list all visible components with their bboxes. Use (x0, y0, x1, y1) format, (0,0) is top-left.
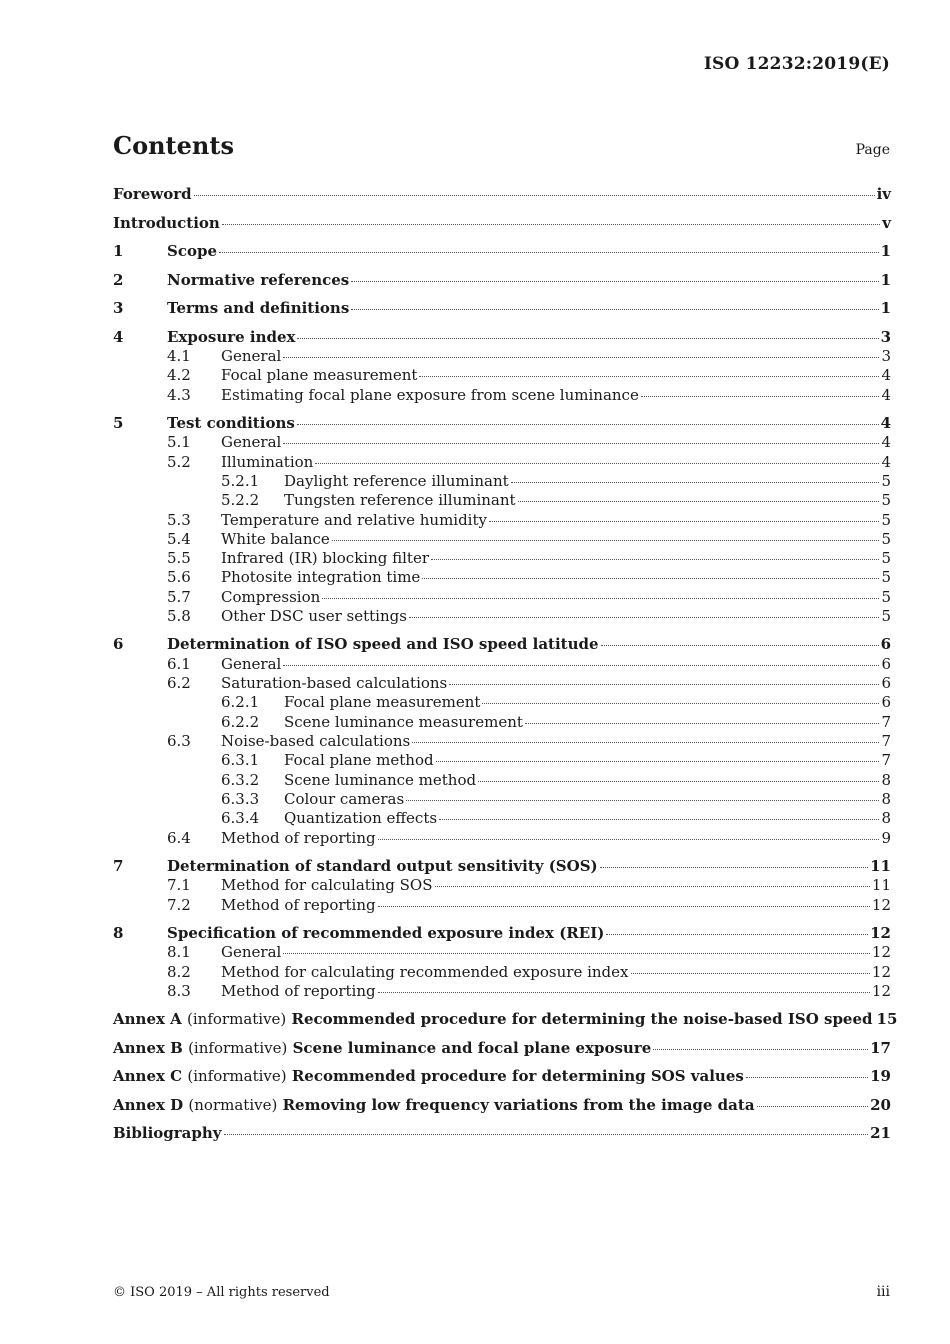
toc-entry-title: Saturation-based calculations (221, 674, 448, 693)
toc-entry-number: 5.8 (167, 607, 191, 626)
dot-leader (412, 742, 879, 743)
dot-leader (601, 645, 879, 646)
toc-entry-page: 20 (870, 1095, 891, 1114)
toc-entry-page: 12 (871, 895, 891, 914)
toc-entry-title: General (221, 433, 282, 452)
toc-entry-page: 4 (881, 433, 891, 452)
toc-entry-title: General (221, 943, 282, 962)
toc-entry-page: 5 (881, 529, 891, 548)
toc-entry-number: 7 (113, 856, 124, 875)
toc-entry-title: Determination of standard output sensitivity (SOS) (167, 856, 598, 875)
dot-leader (409, 617, 880, 618)
toc-entry[interactable] (113, 732, 891, 751)
page-column-label: Page (855, 142, 890, 158)
toc-entry-number: 5.7 (167, 587, 191, 606)
toc-entry-title: Tungsten reference illuminant (284, 491, 516, 510)
toc-entry[interactable] (113, 829, 891, 848)
dot-leader (436, 761, 880, 762)
toc-entry[interactable] (113, 771, 891, 790)
annex-type: (informative) (187, 1067, 287, 1086)
toc-entry-page: 7 (881, 712, 891, 731)
toc-entry-page: 5 (881, 491, 891, 510)
dot-leader (378, 906, 870, 907)
toc-entry-page: 5 (881, 549, 891, 568)
toc-entry-page: 12 (871, 962, 891, 981)
toc-entry-title: Daylight reference illuminant (284, 471, 509, 490)
toc-entry-number: 7.1 (167, 876, 191, 895)
toc-entry-title: Other DSC user settings (221, 607, 407, 626)
toc-entry-page: 17 (870, 1038, 891, 1057)
toc-entry-title: Photosite integration time (221, 568, 421, 587)
toc-entry-page: 4 (880, 413, 891, 432)
toc-entry-number: 8.1 (167, 943, 191, 962)
toc-entry-title: Focal plane measurement (221, 366, 418, 385)
dot-leader (222, 224, 880, 225)
toc-entry-title: Focal plane method (284, 751, 434, 770)
toc-entry-number: 6.4 (167, 828, 191, 847)
toc-entry-title: Introduction (113, 213, 220, 232)
toc-entry-page: 5 (881, 471, 891, 490)
toc-entry[interactable] (113, 809, 891, 828)
toc-entry-title: Method for calculating SOS (221, 876, 433, 895)
dot-leader (194, 195, 875, 196)
toc-entry[interactable] (113, 433, 891, 452)
toc-entry-page: 7 (881, 751, 891, 770)
copyright-notice: © ISO 2019 – All rights reserved (113, 1285, 330, 1300)
toc-entry-title: Colour cameras (284, 789, 405, 808)
dot-leader (378, 839, 880, 840)
toc-entry-title: Temperature and relative humidity (221, 510, 487, 529)
toc-entry-number: 5.2.1 (221, 471, 260, 490)
toc-entry-title: Method of reporting (221, 828, 376, 847)
dot-leader (283, 443, 879, 444)
toc-entry[interactable] (113, 790, 891, 809)
annex-type: (normative) (188, 1095, 278, 1114)
toc-entry[interactable] (113, 568, 891, 587)
toc-entry[interactable] (113, 713, 891, 732)
toc-entry-title (113, 1067, 744, 1087)
toc-entry[interactable] (113, 366, 891, 385)
toc-entry-title: Determination of ISO speed and ISO speed latitude (167, 635, 599, 654)
toc-entry-page: 6 (881, 654, 891, 673)
toc-entry-title: Scene luminance measurement (284, 712, 523, 731)
toc-entry[interactable] (113, 530, 891, 549)
toc-entry-number: 6.2.2 (221, 712, 260, 731)
toc-entry-page: 5 (881, 568, 891, 587)
toc-entry-page: iv (876, 185, 891, 203)
toc-entry[interactable] (113, 185, 891, 205)
dot-leader (482, 703, 879, 704)
dot-leader (511, 482, 880, 483)
toc-entry[interactable] (113, 1010, 898, 1030)
toc-entry[interactable] (113, 982, 891, 1001)
toc-entry-number: 6.2.1 (221, 693, 260, 712)
toc-entry-number: 6.3.3 (221, 789, 260, 808)
toc-entry-number: 8.2 (167, 962, 191, 981)
toc-entry-page: 4 (881, 385, 891, 404)
dot-leader (322, 598, 879, 599)
toc-entry-page: 3 (880, 327, 891, 346)
annex-title: Recommended procedure for determining SOS values (291, 1067, 744, 1086)
dot-leader (439, 819, 879, 820)
toc-entry-title: Test conditions (167, 413, 295, 432)
toc-entry-number: 4.1 (167, 347, 191, 365)
toc-entry[interactable] (113, 214, 891, 234)
dot-leader (641, 396, 880, 397)
dot-leader (631, 973, 870, 974)
toc-entry-page: v (882, 213, 891, 232)
toc-entry[interactable] (113, 511, 891, 530)
dot-leader (419, 376, 879, 377)
toc-entry-page: 21 (870, 1124, 891, 1143)
toc-entry-number: 6.3.2 (221, 770, 260, 789)
toc-entry[interactable] (113, 943, 891, 962)
toc-entry[interactable] (113, 414, 891, 434)
toc-entry-page: 5 (881, 587, 891, 606)
toc-entry-title: Method for calculating recommended exposure index (221, 962, 629, 981)
toc-entry-page: 4 (881, 452, 891, 471)
dot-leader (378, 992, 870, 993)
annex-label: Annex B (113, 1038, 183, 1057)
toc-entry-page: 6 (881, 674, 891, 693)
dot-leader (600, 867, 868, 868)
dot-leader (746, 1077, 868, 1078)
toc-entry-number: 3 (113, 299, 124, 317)
toc-entry-title (113, 1096, 755, 1116)
toc-entry-title: Specification of recommended exposure index (REI) (167, 923, 605, 942)
toc-entry-title: White balance (221, 529, 330, 548)
toc-entry-title: Quantization effects (284, 809, 438, 828)
toc-entry-title: General (221, 347, 282, 365)
toc-entry-page: 1 (880, 242, 891, 260)
toc-entry-number: 8 (113, 923, 124, 942)
toc-entry-title: Compression (221, 587, 321, 606)
toc-entry[interactable] (113, 328, 891, 348)
dot-leader (283, 953, 870, 954)
toc-entry[interactable] (113, 896, 891, 915)
dot-leader (297, 424, 879, 425)
toc-entry-number: 6 (113, 635, 124, 654)
toc-entry-page: 12 (871, 943, 891, 962)
toc-entry-page: 8 (881, 770, 891, 789)
dot-leader (653, 1049, 868, 1050)
dot-leader (332, 540, 880, 541)
toc-entry[interactable] (113, 386, 891, 405)
toc-entry-number: 5.5 (167, 549, 191, 568)
toc-entry[interactable] (113, 963, 891, 982)
dot-leader (422, 578, 879, 579)
annex-type: (informative) (188, 1038, 288, 1057)
toc-entry-number: 8.3 (167, 982, 191, 1001)
toc-entry-number: 5.2.2 (221, 491, 260, 510)
toc-entry-page: 6 (881, 693, 891, 712)
dot-leader (478, 781, 879, 782)
toc-entry-number: 5.3 (167, 510, 191, 529)
dot-leader (315, 463, 879, 464)
annex-label: Annex A (113, 1010, 182, 1029)
table-of-contents (113, 185, 898, 1144)
dot-leader (283, 665, 879, 666)
toc-entry[interactable] (113, 693, 891, 712)
annex-title: Recommended procedure for determining the noise-based ISO speed (291, 1010, 873, 1029)
toc-entry-number: 6.3.1 (221, 751, 260, 770)
toc-entry-page: 1 (880, 270, 891, 289)
toc-entry-page: 8 (881, 809, 891, 828)
toc-entry-title: Terms and definitions (167, 299, 350, 317)
toc-entry[interactable] (113, 549, 891, 568)
toc-entry-page: 12 (870, 923, 891, 942)
toc-entry-number: 5.6 (167, 568, 191, 587)
toc-entry-page: 5 (881, 510, 891, 529)
toc-entry[interactable] (113, 491, 891, 510)
dot-leader (224, 1134, 869, 1135)
dot-leader (351, 309, 878, 310)
toc-entry-page: 11 (871, 876, 891, 895)
toc-entry[interactable] (113, 607, 891, 626)
toc-entry-title: General (221, 654, 282, 673)
dot-leader (757, 1106, 869, 1107)
toc-entry-number: 6.3 (167, 732, 191, 751)
toc-entry[interactable] (113, 857, 891, 877)
toc-entry-page: 19 (870, 1067, 891, 1086)
dot-leader (606, 934, 868, 935)
toc-entry[interactable] (113, 347, 891, 366)
toc-entry-page: 4 (881, 366, 891, 385)
toc-entry-title (113, 1010, 873, 1030)
toc-entry[interactable] (113, 655, 891, 674)
toc-entry-number: 2 (113, 270, 124, 289)
toc-entry-page: 1 (880, 299, 891, 317)
toc-entry-page: 11 (870, 856, 891, 875)
toc-entry[interactable] (113, 588, 891, 607)
toc-entry-number: 5 (113, 413, 124, 432)
annex-label: Annex D (113, 1095, 184, 1114)
toc-entry-title: Method of reporting (221, 982, 376, 1001)
toc-entry-title: Focal plane measurement (284, 693, 481, 712)
toc-entry[interactable] (113, 453, 891, 472)
toc-entry[interactable] (113, 242, 891, 262)
toc-entry[interactable] (113, 876, 891, 895)
dot-leader (518, 501, 880, 502)
toc-entry-number: 5.1 (167, 433, 191, 452)
toc-entry-number: 6.2 (167, 674, 191, 693)
toc-entry-title: Foreword (113, 185, 192, 203)
dot-leader (297, 338, 878, 339)
annex-label: Annex C (113, 1067, 183, 1086)
toc-entry[interactable] (113, 924, 891, 944)
toc-entry[interactable] (113, 472, 891, 491)
page-number: iii (876, 1284, 890, 1300)
toc-entry-title: Bibliography (113, 1124, 222, 1143)
dot-leader (283, 357, 879, 358)
toc-entry-page: 9 (881, 828, 891, 847)
toc-entry[interactable] (113, 1067, 891, 1087)
annex-title: Scene luminance and focal plane exposure (292, 1038, 652, 1057)
toc-entry[interactable] (113, 299, 891, 319)
toc-entry-title: Normative references (167, 270, 350, 289)
toc-entry-number: 6.3.4 (221, 809, 260, 828)
toc-entry-title: Illumination (221, 452, 314, 471)
toc-entry-number: 5.2 (167, 452, 191, 471)
toc-entry-page: 7 (881, 732, 891, 751)
toc-entry-page: 15 (876, 1010, 898, 1029)
toc-entry-page: 12 (871, 982, 891, 1001)
toc-entry-number: 5.4 (167, 529, 191, 548)
toc-entry-page: 5 (881, 607, 891, 626)
toc-entry-page: 3 (881, 347, 891, 365)
toc-entry-number: 4.3 (167, 385, 191, 404)
toc-entry[interactable] (113, 751, 891, 770)
toc-entry-title: Method of reporting (221, 895, 376, 914)
toc-entry-page: 6 (880, 635, 891, 654)
document-id: ISO 12232:2019(E) (703, 54, 890, 74)
toc-entry-title: Infrared (IR) blocking filter (221, 549, 429, 568)
annex-type: (informative) (187, 1010, 287, 1029)
toc-entry-title: Exposure index (167, 327, 296, 346)
toc-entry[interactable] (113, 1124, 891, 1144)
toc-entry-number: 1 (113, 242, 124, 260)
dot-leader (431, 559, 879, 560)
dot-leader (406, 800, 879, 801)
toc-entry-title: Noise-based calculations (221, 732, 411, 751)
toc-entry[interactable] (113, 1039, 891, 1059)
toc-entry-number: 7.2 (167, 895, 191, 914)
toc-entry[interactable] (113, 674, 891, 693)
toc-entry-title: Estimating focal plane exposure from scene luminance (221, 385, 639, 404)
dot-leader (435, 886, 870, 887)
toc-entry[interactable] (113, 271, 891, 291)
contents-heading: Contents (113, 131, 234, 160)
dot-leader (489, 521, 879, 522)
toc-entry-title: Scene luminance method (284, 770, 477, 789)
toc-entry-number: 4.2 (167, 366, 191, 385)
toc-entry[interactable] (113, 635, 891, 655)
dot-leader (525, 723, 880, 724)
toc-entry-title (113, 1039, 651, 1059)
dot-leader (351, 281, 878, 282)
toc-entry-number: 6.1 (167, 654, 191, 673)
dot-leader (449, 684, 879, 685)
toc-entry-page: 8 (881, 789, 891, 808)
toc-entry-number: 4 (113, 327, 124, 346)
dot-leader (219, 252, 879, 253)
toc-entry-title: Scope (167, 242, 218, 260)
toc-entry[interactable] (113, 1096, 891, 1116)
annex-title: Removing low frequency variations from the image data (282, 1095, 755, 1114)
